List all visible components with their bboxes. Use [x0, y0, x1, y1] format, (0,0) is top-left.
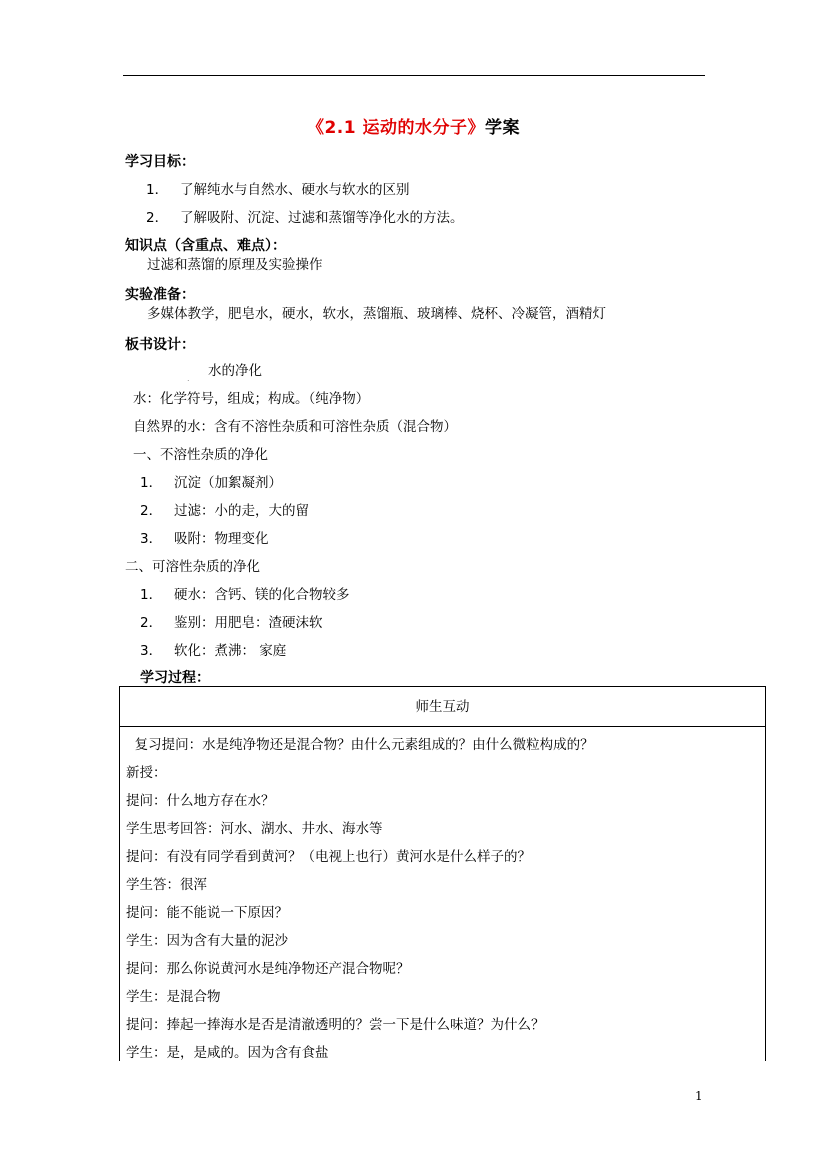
- page-title: [0, 113, 827, 138]
- board-line: 自然界的水：含有不溶性杂质和可溶性杂质（混合物）: [133, 419, 457, 435]
- board-line: 水：化学符号，组成；构成。（纯净物）: [133, 391, 370, 407]
- interaction-table: [119, 686, 766, 1061]
- board-subtitle: 水的净化: [208, 363, 262, 379]
- board-list-num: 2．: [140, 615, 163, 631]
- preparation-text: 多媒体教学，肥皂水，硬水，软水，蒸馏瓶、玻璃棒、烧杯、冷凝管，酒精灯: [147, 306, 606, 322]
- board-list-text: 硬水：含钙、镁的化合物较多: [174, 587, 350, 603]
- table-header: 师生互动: [120, 687, 765, 727]
- board-list-item: [140, 474, 282, 492]
- board-list-item: [140, 642, 286, 660]
- board-list-num: 2．: [140, 503, 163, 519]
- stray-mark: .: [187, 374, 190, 383]
- table-row: 学生：是混合物: [126, 989, 221, 1005]
- board-list-num: 1．: [140, 475, 163, 491]
- objective-text: 了解吸附、沉淀、过滤和蒸馏等净化水的方法。: [180, 210, 464, 226]
- board-list-text: 吸附：物理变化: [174, 531, 269, 547]
- preparation-heading: 实验准备：: [125, 287, 195, 303]
- board-list-text: 软化：煮沸： 家庭: [174, 643, 287, 659]
- board-list-item: [140, 502, 309, 520]
- objective-item: [146, 181, 410, 199]
- table-row: 提问：有没有同学看到黄河？（电视上也行）黄河水是什么样子的？: [126, 849, 531, 865]
- board-section-heading: 一、不溶性杂质的净化: [133, 447, 268, 463]
- key-points-heading: 知识点（含重点、难点）：: [125, 238, 286, 254]
- board-list-item: [140, 530, 269, 548]
- board-list-num: 3．: [140, 643, 163, 659]
- title-black-part: 学案: [485, 118, 521, 138]
- process-heading: 学习过程：: [140, 670, 210, 686]
- title-red-part: 《2.1 运动的水分子》: [306, 118, 486, 138]
- board-list-num: 3．: [140, 531, 163, 547]
- board-heading: 板书设计：: [125, 337, 195, 353]
- table-row: 新授：: [126, 765, 167, 781]
- table-row: 复习提问：水是纯净物还是混合物？由什么元素组成的？由什么微粒构成的？: [126, 737, 594, 753]
- objectives-heading: 学习目标：: [125, 154, 195, 170]
- objective-text: 了解纯水与自然水、硬水与软水的区别: [180, 182, 410, 198]
- board-list-text: 沉淀（加絮凝剂）: [174, 475, 282, 491]
- board-list-item: [140, 586, 350, 604]
- table-row: 提问：什么地方存在水？: [126, 793, 275, 809]
- table-row: 提问：能不能说一下原因？: [126, 905, 288, 921]
- header-rule: [123, 75, 705, 76]
- board-list-item: [140, 614, 323, 632]
- board-list-text: 鉴别：用肥皂：渣硬沫软: [174, 615, 323, 631]
- table-row: 学生：因为含有大量的泥沙: [126, 933, 288, 949]
- objective-num: 2．: [146, 210, 169, 226]
- board-list-num: 1．: [140, 587, 163, 603]
- table-row: 学生答：很浑: [126, 877, 207, 893]
- objective-item: [146, 209, 464, 227]
- page-number: 1: [695, 1089, 703, 1103]
- table-row: 提问：那么你说黄河水是纯净物还产混合物呢？: [126, 961, 410, 977]
- board-list-text: 过滤：小的走，大的留: [174, 503, 309, 519]
- key-points-text: 过滤和蒸馏的原理及实验操作: [147, 257, 323, 273]
- table-row: 学生思考回答：河水、湖水、井水、海水等: [126, 821, 383, 837]
- table-row: 学生：是，是咸的。因为含有食盐: [126, 1045, 329, 1061]
- table-row: 提问：捧起一捧海水是否是清澈透明的？尝一下是什么味道？为什么？: [126, 1017, 545, 1033]
- board-section-heading: 二、可溶性杂质的净化: [125, 559, 260, 575]
- objective-num: 1．: [146, 182, 169, 198]
